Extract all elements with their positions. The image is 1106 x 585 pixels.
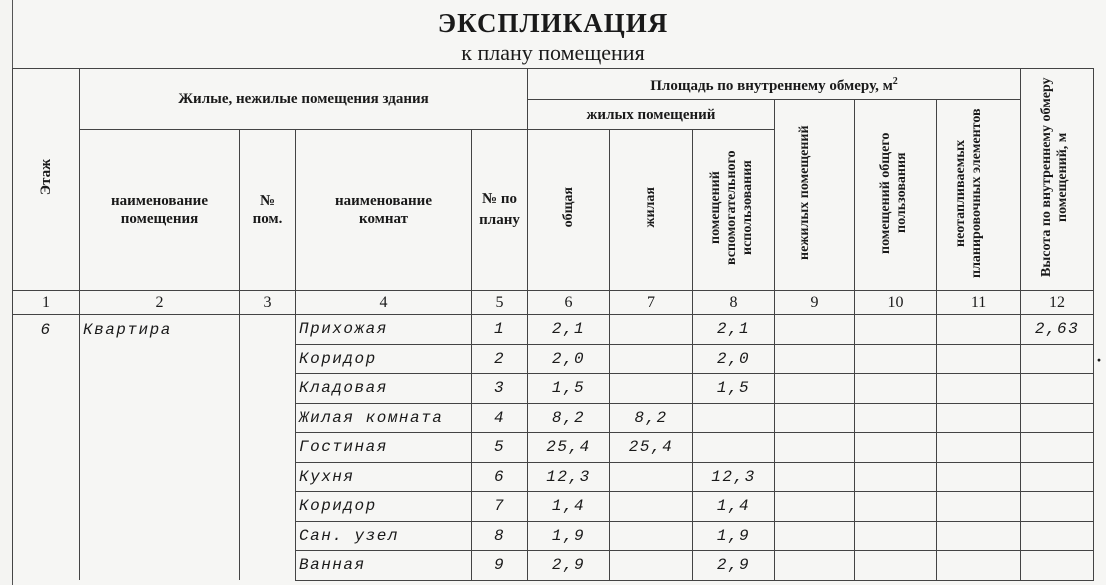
cell-floor (13, 521, 80, 551)
cell-area-living (610, 344, 693, 374)
cell-common-use (855, 492, 937, 522)
cell-area-total: 1,4 (528, 492, 610, 522)
cell-floor: 6 (13, 315, 80, 345)
cell-premise-name (80, 521, 240, 551)
column-number: 7 (610, 291, 693, 315)
explication-table (12, 68, 1094, 581)
table-row (13, 462, 1094, 492)
column-number: 4 (296, 291, 472, 315)
cell-area-auxiliary: 2,0 (693, 344, 775, 374)
cell-height (1021, 551, 1094, 581)
header-floor: Этаж (13, 69, 80, 291)
table-row (13, 492, 1094, 522)
column-number: 11 (937, 291, 1021, 315)
cell-height (1021, 403, 1094, 433)
cell-room-name: Кладовая (296, 374, 472, 404)
header-area-group: Площадь по внутреннему обмеру, $м^2$ (528, 69, 1021, 100)
header-unheated: неотапливаемых планировочных элементов (937, 100, 1021, 291)
cell-room-name: Прихожая (296, 315, 472, 345)
cell-common-use (855, 433, 937, 463)
cell-room-name: Ванная (296, 551, 472, 581)
cell-room-name: Кухня (296, 462, 472, 492)
cell-floor (13, 344, 80, 374)
header-total: общая (528, 130, 610, 291)
table-row (13, 551, 1094, 581)
cell-area-total: 1,9 (528, 521, 610, 551)
table-row (13, 344, 1094, 374)
cell-area-living (610, 551, 693, 581)
cell-area-living (610, 492, 693, 522)
cell-unheated (937, 551, 1021, 581)
cell-area-auxiliary: 1,5 (693, 374, 775, 404)
cell-plan-no: 3 (472, 374, 528, 404)
cell-area-auxiliary: 2,9 (693, 551, 775, 581)
cell-unheated (937, 315, 1021, 345)
table-row (13, 374, 1094, 404)
header-auxiliary: помещений вспомогательного использования (693, 130, 775, 291)
cell-area-auxiliary (693, 403, 775, 433)
cell-floor (13, 374, 80, 404)
cell-area-auxiliary: 12,3 (693, 462, 775, 492)
cell-non-residential (775, 344, 855, 374)
cell-height (1021, 492, 1094, 522)
cell-floor (13, 403, 80, 433)
cell-floor (13, 551, 80, 581)
cell-plan-no: 5 (472, 433, 528, 463)
cell-common-use (855, 462, 937, 492)
cell-common-use (855, 315, 937, 345)
cell-premise-no (240, 315, 296, 345)
cell-area-total: 8,2 (528, 403, 610, 433)
document-subtitle: к плану помещения (461, 40, 645, 65)
cell-unheated (937, 344, 1021, 374)
header-living: жилая (610, 130, 693, 291)
cell-premise-name (80, 403, 240, 433)
cell-non-residential (775, 462, 855, 492)
cell-plan-no: 7 (472, 492, 528, 522)
cell-plan-no: 9 (472, 551, 528, 581)
cell-area-total: 2,1 (528, 315, 610, 345)
cell-premise-name (80, 492, 240, 522)
cell-area-total: 2,0 (528, 344, 610, 374)
cell-room-name: Жилая комната (296, 403, 472, 433)
cell-plan-no: 8 (472, 521, 528, 551)
cell-common-use (855, 521, 937, 551)
cell-premise-name (80, 344, 240, 374)
header-height: Высота по внутреннему обмеру помещений, м (1021, 69, 1094, 291)
cell-area-auxiliary (693, 433, 775, 463)
cell-common-use (855, 403, 937, 433)
cell-unheated (937, 374, 1021, 404)
cell-height (1021, 344, 1094, 374)
table-row (13, 433, 1094, 463)
cell-plan-no: 2 (472, 344, 528, 374)
column-number: 8 (693, 291, 775, 315)
cell-area-auxiliary: 2,1 (693, 315, 775, 345)
cell-room-name: Коридор (296, 492, 472, 522)
header-premise-name: наименование помещения (80, 130, 240, 291)
cell-premise-no (240, 462, 296, 492)
cell-premise-no (240, 344, 296, 374)
column-number-row (13, 291, 1094, 315)
cell-unheated (937, 492, 1021, 522)
table-row (13, 521, 1094, 551)
cell-area-living (610, 462, 693, 492)
cell-common-use (855, 374, 937, 404)
cell-height (1021, 433, 1094, 463)
header-building-premises: Жилые, нежилые помещения здания (80, 69, 528, 130)
cell-area-total: 12,3 (528, 462, 610, 492)
cell-premise-no (240, 374, 296, 404)
cell-premise-no (240, 403, 296, 433)
cell-floor (13, 492, 80, 522)
header-plan-no: № по плану (472, 130, 528, 291)
cell-area-auxiliary: 1,9 (693, 521, 775, 551)
cell-plan-no: 1 (472, 315, 528, 345)
cell-room-name: Сан. узел (296, 521, 472, 551)
cell-area-total: 2,9 (528, 551, 610, 581)
cell-premise-no (240, 433, 296, 463)
cell-area-living: 8,2 (610, 403, 693, 433)
cell-non-residential (775, 492, 855, 522)
cell-premise-name (80, 433, 240, 463)
cell-premise-name (80, 462, 240, 492)
cell-non-residential (775, 315, 855, 345)
table-row (13, 403, 1094, 433)
cell-premise-name (80, 374, 240, 404)
cell-floor (13, 433, 80, 463)
column-number: 12 (1021, 291, 1094, 315)
cell-room-name: Коридор (296, 344, 472, 374)
cell-area-auxiliary: 1,4 (693, 492, 775, 522)
cell-non-residential (775, 403, 855, 433)
header-room-name: наименование комнат (296, 130, 472, 291)
cell-non-residential (775, 521, 855, 551)
cell-area-living (610, 315, 693, 345)
cell-area-living (610, 374, 693, 404)
cell-unheated (937, 521, 1021, 551)
cell-non-residential (775, 433, 855, 463)
margin-mark: · (1095, 350, 1102, 370)
cell-unheated (937, 462, 1021, 492)
header-residential-group: жилых помещений (528, 100, 775, 130)
header-premise-no: № пом. (240, 130, 296, 291)
column-number: 9 (775, 291, 855, 315)
cell-premise-no (240, 492, 296, 522)
column-number: 3 (240, 291, 296, 315)
cell-common-use (855, 551, 937, 581)
cell-floor (13, 462, 80, 492)
column-number: 5 (472, 291, 528, 315)
cell-plan-no: 6 (472, 462, 528, 492)
cell-unheated (937, 433, 1021, 463)
cell-area-living: 25,4 (610, 433, 693, 463)
column-number: 10 (855, 291, 937, 315)
cell-premise-name: Квартира (80, 315, 240, 345)
cell-common-use (855, 344, 937, 374)
cell-non-residential (775, 551, 855, 581)
cell-room-name: Гостиная (296, 433, 472, 463)
cell-non-residential (775, 374, 855, 404)
document-title: ЭКСПЛИКАЦИЯ (437, 8, 669, 38)
header-common-use: помещений общего пользования (855, 100, 937, 291)
cell-height (1021, 521, 1094, 551)
cell-area-total: 25,4 (528, 433, 610, 463)
column-number: 1 (13, 291, 80, 315)
cell-height: 2,63 (1021, 315, 1094, 345)
column-number: 2 (80, 291, 240, 315)
column-number: 6 (528, 291, 610, 315)
cell-height (1021, 374, 1094, 404)
cell-premise-name (80, 551, 240, 581)
cell-area-total: 1,5 (528, 374, 610, 404)
cell-unheated (937, 403, 1021, 433)
table-row (13, 315, 1094, 345)
header-non-residential: нежилых помещений (775, 100, 855, 291)
cell-height (1021, 462, 1094, 492)
cell-premise-no (240, 521, 296, 551)
cell-plan-no: 4 (472, 403, 528, 433)
area-unit-superscript: 2 (892, 76, 898, 87)
cell-area-living (610, 521, 693, 551)
cell-premise-no (240, 551, 296, 581)
